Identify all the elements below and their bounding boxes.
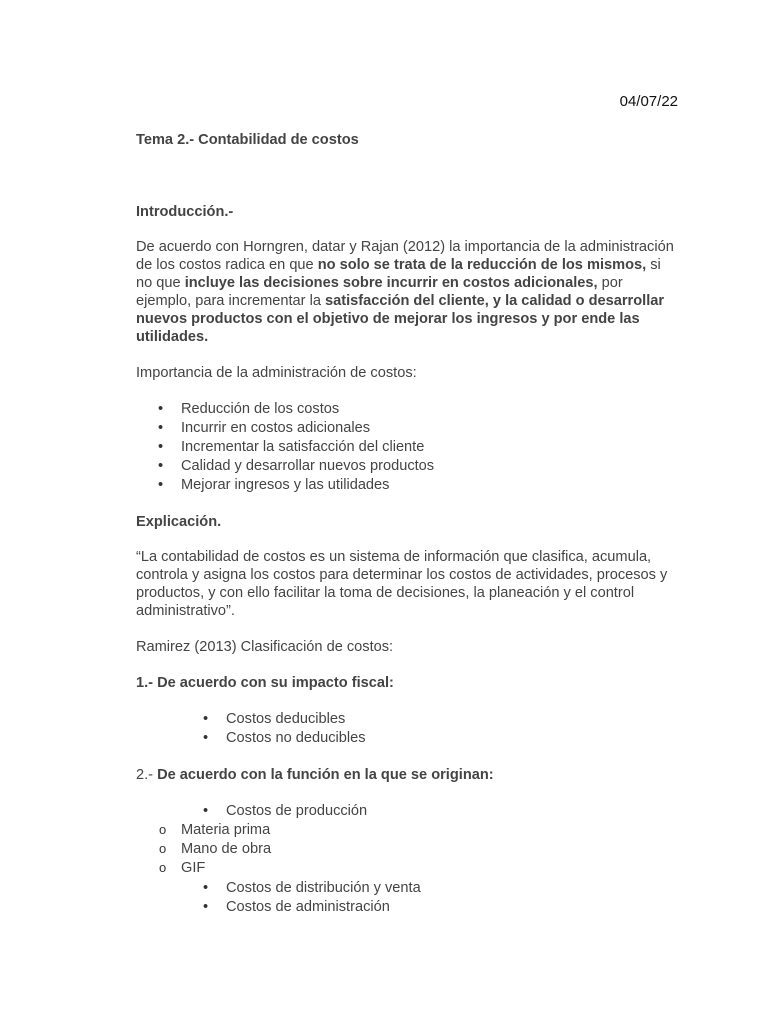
intro-text-1: De acuerdo con Horngren, datar y Rajan (2012) la importancia de la administración de los costos radica en que [136, 239, 674, 273]
list-item: • Costos deducibles [136, 710, 681, 729]
document-date: 04/07/22 [619, 93, 678, 110]
list-item: • Mejorar ingresos y las utilidades [136, 476, 681, 495]
section1-heading: 1.- De acuerdo con su impacto fiscal: [136, 675, 394, 691]
section2-number: 2.- [136, 767, 158, 783]
intro-heading: Introducción.- [136, 204, 234, 220]
section2-title: De acuerdo con la función en la que se originan: [157, 767, 494, 783]
document-title: Tema 2.- Contabilidad de costos [136, 132, 359, 148]
intro-text-3: por ejemplo, para incrementar la [136, 275, 623, 309]
intro-paragraph [136, 238, 681, 346]
classification-label: Ramirez (2013) Clasificación de costos: [136, 639, 394, 655]
explanation-quote: “La contabilidad de costos es un sistema de información que clasifica, acumula, controla y asigna los costos para determinar los costos de actividades, procesos y productos, y con ello facilitar la toma de decisiones, la planeación y el control administrativo”. [136, 549, 668, 619]
list-item: • Costos de distribución y venta [136, 879, 681, 898]
list-item [136, 802, 681, 821]
list-item: • Costos de administración [136, 898, 681, 917]
sublist-item: o Materia prima [136, 821, 591, 840]
list-item-label: Costos de producción [226, 803, 368, 819]
explanation-heading: Explicación. [136, 514, 222, 530]
section1-list [136, 710, 681, 748]
list-item: • Incrementar la satisfacción del cliente [136, 438, 681, 457]
section2-list-continued [136, 879, 681, 917]
list-item: • Incurrir en costos adicionales [136, 419, 681, 438]
production-sublist [136, 821, 591, 878]
section2-heading [136, 766, 681, 784]
list-item: • Reducción de los costos [136, 400, 681, 419]
importance-label: Importancia de la administración de costos: [136, 365, 417, 381]
section2-list [136, 802, 681, 821]
sublist-item: o Mano de obra [136, 840, 591, 859]
intro-text-2: si no que [136, 257, 661, 291]
sublist-item: o GIF [136, 859, 591, 878]
importance-list [136, 400, 681, 495]
list-item: • Calidad y desarrollar nuevos productos [136, 457, 681, 476]
list-item: • Costos no deducibles [136, 729, 681, 748]
intro-bold-3: satisfacción del cliente, y la calidad o desarrollar nuevos productos con el objetivo de mejorar los ingresos y por ende las utilidades. [136, 293, 665, 345]
intro-bold-2: incluye las decisiones sobre incurrir en costos adicionales, [184, 275, 598, 291]
intro-bold-1: no solo se trata de la reducción de los mismos, [317, 257, 647, 273]
